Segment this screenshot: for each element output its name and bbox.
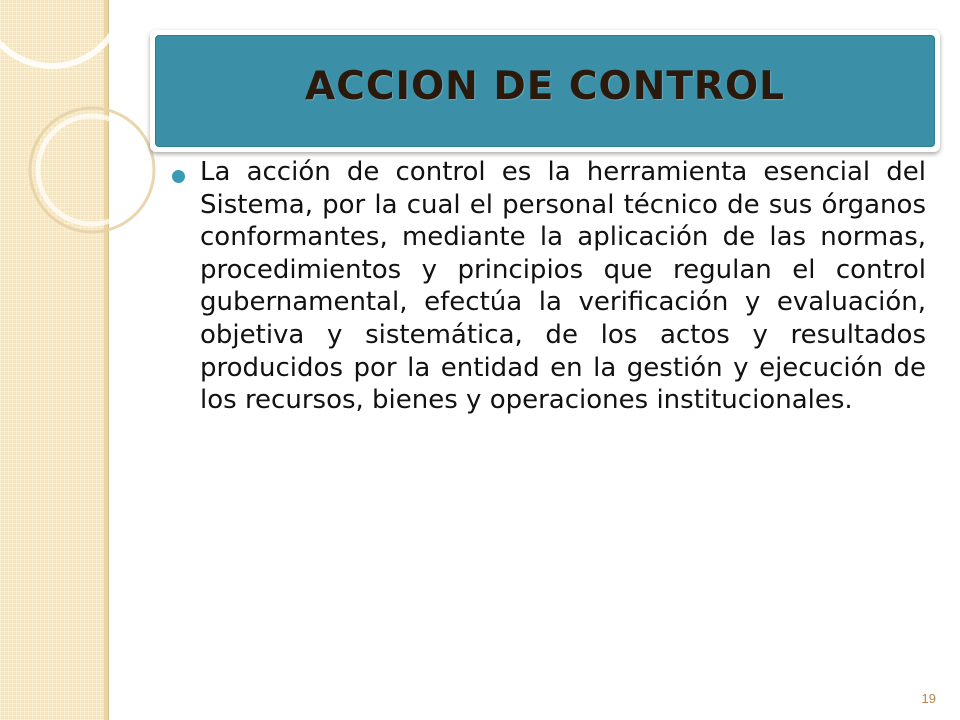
bullet-icon: [172, 170, 185, 183]
slide-title: ACCION DE CONTROL: [305, 64, 785, 109]
title-banner: [155, 35, 935, 147]
title-box: [150, 30, 940, 152]
page-number: 19: [921, 691, 936, 706]
left-decorative-strip: [0, 0, 104, 720]
strip-edge: [104, 0, 109, 720]
body-paragraph: La acción de control es la herramienta esencial del Sistema, por la cual el personal técnico de sus órganos conformantes, mediante la aplicación de las normas, procedimientos y principios que regulan el control gubernamental, efectúa la verificación y evaluación, objetiva y sistemática, de los actos y resultados producidos por la entidad en la gestión y ejecución de los recursos, bienes y operaciones institucionales.: [200, 157, 926, 416]
